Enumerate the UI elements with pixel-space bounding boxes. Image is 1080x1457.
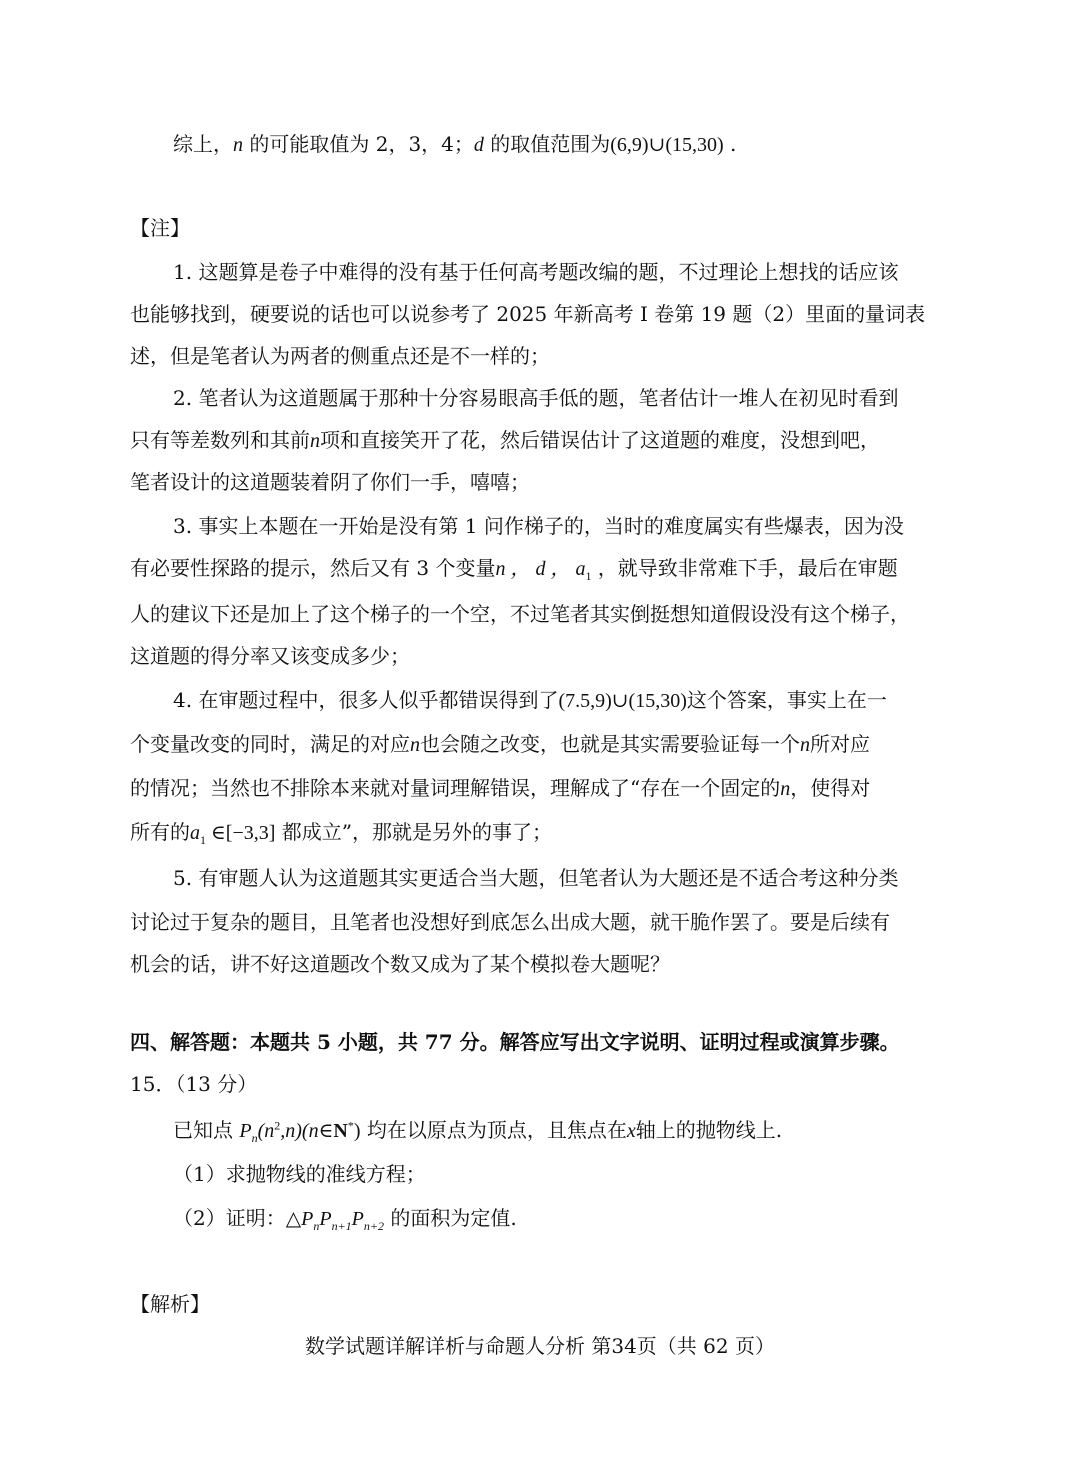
- note-item2-line1: 2. 笔者认为这道题属于那种十分容易眼高手低的题，笔者估计一堆人在初见时看到: [173, 386, 899, 410]
- note-item5-line1: 5. 有审题人认为这道题其实更适合当大题，但笔者认为大题还是不适合考这种分类: [173, 866, 899, 890]
- natural-numbers-symbol: N: [333, 1120, 348, 1142]
- summary-text-2: 的可能取值为 2，3，4；: [243, 132, 474, 156]
- note-item5-line3: 机会的话，讲不好这道题改个数又成为了某个模拟卷大题呢？: [130, 952, 670, 976]
- note-item2-line3: 笔者设计的这道题装着阴了你们一手，嘻嘻；: [130, 470, 530, 494]
- note-item3-line1: 3. 事实上本题在一开始是没有第 1 问作梯子的，当时的难度属实有些爆表，因为没: [173, 514, 904, 538]
- question-number: 15．（13 分）: [130, 1072, 258, 1096]
- summary-range: (6,9)∪(15,30): [610, 134, 724, 156]
- var-n: n: [410, 734, 420, 756]
- note-item3-line2: 有必要性探路的提示，然后又有 3 个变量n ， d ， $a_1$ ，就导致非常难下手，最后在审题: [130, 556, 898, 583]
- question-stem: 已知点 $P_n(n^2,n)(n\in N^*)$ 均在以原点为顶点，且焦点在x轴上的抛物线上.: [173, 1118, 783, 1145]
- note-item5-line2: 讨论过于复杂的题目，且笔者也没想好到底怎么出成大题，就干脆作罢了。要是后续有: [130, 910, 890, 934]
- var-d: d: [473, 134, 484, 156]
- page-footer: 数学试题详解详析与命题人分析 第34页（共 62 页）: [305, 1334, 775, 1358]
- note-item4-line2: 个变量改变的同时，满足的对应n也会随之改变，也就是其实需要验证每一个n所对应: [130, 732, 870, 756]
- var-n: n: [780, 778, 791, 800]
- note-item1-line3: 述，但是笔者认为两者的侧重点还是不一样的；: [130, 344, 550, 368]
- note-item1-line2: 也能够找到，硬要说的话也可以说参考了 2025 年新高考 I 卷第 19 题（2）里面的量词表: [130, 302, 926, 326]
- var-n: n: [310, 430, 320, 452]
- note-item4-line3: 的情况；当然也不排除本来就对量词理解错误，理解成了“存在一个固定的n，使得对: [130, 776, 871, 800]
- note-item4-line4: 所有的$a_1$ ∈[−3,3] 都成立”，那就是另外的事了；: [130, 820, 552, 847]
- section-heading: 四、解答题：本题共 5 小题，共 77 分。解答应写出文字说明、证明过程或演算步骤。: [130, 1030, 900, 1054]
- var-n: n: [233, 134, 243, 156]
- note-item3-line3: 人的建议下还是加上了这个梯子的一个空，不过笔者其实倒挺想知道假设没有这个梯子，: [130, 602, 910, 626]
- var-list: n ， d ， a: [495, 558, 586, 580]
- note-item1-line1: 1. 这题算是卷子中难得的没有基于任何高考题改编的题，不过理论上想找的话应该: [173, 260, 899, 284]
- note-heading: 【注】: [130, 216, 190, 240]
- analysis-heading: 【解析】: [130, 1292, 210, 1316]
- note-item3-line4: 这道题的得分率又该变成多少；: [130, 644, 410, 668]
- question-part2: （2）证明：$\triangle P_nP_{n+1}P_{n+2}$ 的面积为定值.: [173, 1206, 517, 1233]
- interval: ∈[−3,3]: [206, 822, 276, 844]
- triangle-symbol: △: [285, 1208, 302, 1230]
- var-x: x: [626, 1120, 636, 1142]
- note-item4-line1: 4. 在审题过程中，很多人似乎都错误得到了(7.5,9)∪(15,30)这个答案，事实上在一: [173, 688, 887, 712]
- note-item2-line2: 只有等差数列和其前n项和直接笑开了花，然后错误估计了这道题的难度，没想到吧，: [130, 428, 880, 452]
- point-P: P: [239, 1120, 252, 1142]
- var-n: n: [800, 734, 810, 756]
- summary-line: [173, 128, 736, 161]
- summary-end: .: [723, 132, 737, 156]
- var-a: a: [190, 822, 200, 844]
- wrong-range: (7.5,9)∪(15,30): [558, 690, 687, 712]
- question-part1: （1）求抛物线的准线方程；: [173, 1162, 426, 1186]
- summary-text-1: 综上，: [173, 132, 233, 156]
- summary-text-3: 的取值范围为: [483, 132, 611, 156]
